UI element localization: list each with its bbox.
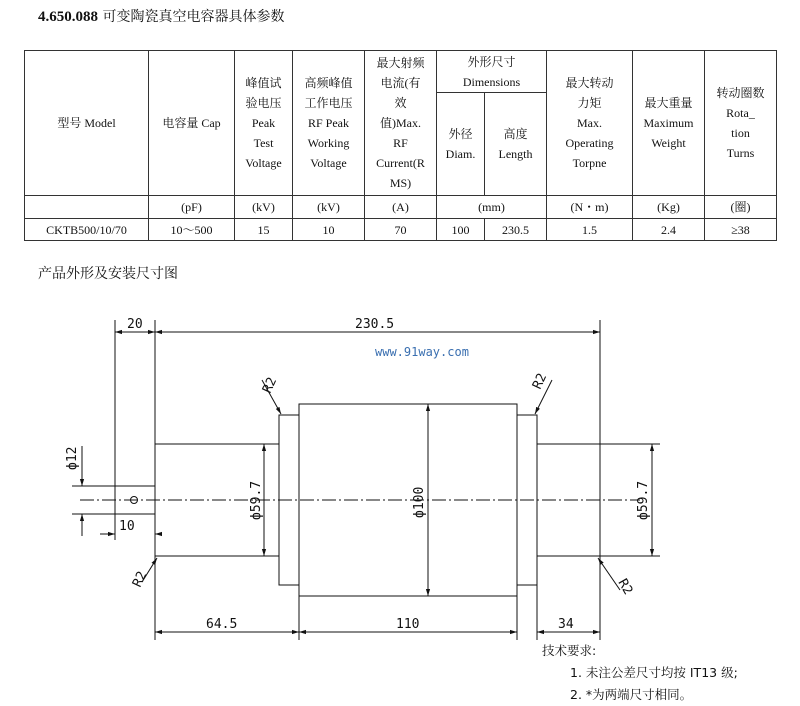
header-line: Dimensions xyxy=(462,74,521,89)
dim-label-20: 20 xyxy=(127,317,143,332)
dim-label-r-top-right: R2 xyxy=(530,371,551,392)
header-line: 高度 xyxy=(503,127,528,141)
header-line: Operating xyxy=(565,136,614,150)
cell-length: 230.5 xyxy=(485,219,547,241)
header-line: 最大射频 xyxy=(376,56,425,70)
unit-current: (A) xyxy=(365,196,437,219)
header-cap: 电容量 Cap xyxy=(149,51,235,196)
header-line: Current(R xyxy=(376,156,425,170)
header-line: Torpne xyxy=(572,156,607,170)
header-line: Test xyxy=(253,136,274,150)
header-line: 工作电压 xyxy=(304,96,353,110)
header-line: Length xyxy=(498,147,533,161)
header-line: 电流(有 xyxy=(380,76,421,90)
header-line: 高频峰值 xyxy=(304,76,353,90)
dim-label-body-len: 110 xyxy=(396,617,420,632)
header-line: Max. xyxy=(577,116,602,130)
header-line: Voltage xyxy=(245,156,282,170)
watermark: www.91way.com xyxy=(375,345,469,359)
unit-torque: (N・m) xyxy=(547,196,633,219)
header-line: 效 xyxy=(394,96,407,110)
header-line: Turns xyxy=(726,146,755,160)
dim-label-r-top-left: R2 xyxy=(260,375,281,396)
header-line: 最大转动 xyxy=(565,76,614,90)
header-line: Rota_ xyxy=(726,106,755,120)
cell-diam: 100 xyxy=(437,219,485,241)
cell-current: 70 xyxy=(365,219,437,241)
unit-dims: (mm) xyxy=(437,196,547,219)
title-text: 可变陶瓷真空电容器具体参数 xyxy=(102,9,285,25)
unit-weight: (Kg) xyxy=(633,196,705,219)
header-line: Weight xyxy=(651,136,686,150)
note-item-1: 1. 未注公差尺寸均按 IT13 级; xyxy=(570,665,738,680)
cell-torque: 1.5 xyxy=(547,219,633,241)
dim-label-r-bottom-left: R2 xyxy=(130,569,151,590)
header-line: 验电压 xyxy=(245,96,282,110)
dim-label-overall: 230.5 xyxy=(355,317,395,332)
cell-weight: 2.4 xyxy=(633,219,705,241)
cell-cap: 10～500 xyxy=(149,219,235,241)
technical-notes xyxy=(542,640,738,706)
unit-rf: (kV) xyxy=(293,196,365,219)
dim-label-right-len: 34 xyxy=(558,617,574,632)
header-line: Diam. xyxy=(445,147,476,161)
cell-turns: ≥38 xyxy=(705,219,777,241)
header-line: 值)Max. xyxy=(380,116,421,130)
header-line: RF Peak xyxy=(307,116,349,130)
header-line: 力矩 xyxy=(577,96,602,110)
header-line: MS) xyxy=(389,176,412,190)
cell-rf: 10 xyxy=(293,219,365,241)
header-model: 型号 Model xyxy=(25,51,149,196)
unit-peak: (kV) xyxy=(235,196,293,219)
cell-model: CKTB500/10/70 xyxy=(25,219,149,241)
unit-cap: (pF) xyxy=(149,196,235,219)
dim-label-r-bottom-right: R2 xyxy=(614,576,636,598)
header-line: 外径 xyxy=(448,127,473,141)
header-line: Working xyxy=(307,136,350,150)
dim-label-shaft-diam: ф12 xyxy=(65,446,80,470)
notes-heading: 技术要求: xyxy=(542,643,597,658)
unit-turns: (圈) xyxy=(705,196,777,219)
header-line: Maximum xyxy=(643,116,694,130)
dim-label-shaft-len: 10 xyxy=(119,519,135,534)
dim-label-body-diam: ф100 xyxy=(412,486,427,518)
header-line: Peak xyxy=(251,116,276,130)
dim-label-left-diam: ф59.7 xyxy=(249,480,264,520)
header-line: 转动圈数 xyxy=(716,86,765,100)
header-line: Voltage xyxy=(310,156,347,170)
cell-peak: 15 xyxy=(235,219,293,241)
dim-label-right-diam: ф59.7 xyxy=(636,480,651,520)
header-line: 峰值试 xyxy=(245,76,282,90)
drawing-subtitle: 产品外形及安装尺寸图 xyxy=(38,266,178,282)
header-line: 最大重量 xyxy=(644,96,693,110)
part-code: 4.650.088 xyxy=(38,9,98,25)
header-line: tion xyxy=(731,126,750,140)
note-item-2: 2. *为两端尺寸相同。 xyxy=(570,687,693,702)
header-line: RF xyxy=(393,136,408,150)
header-line: 外形尺寸 xyxy=(467,54,516,69)
dim-label-left-len: 64.5 xyxy=(206,617,238,632)
